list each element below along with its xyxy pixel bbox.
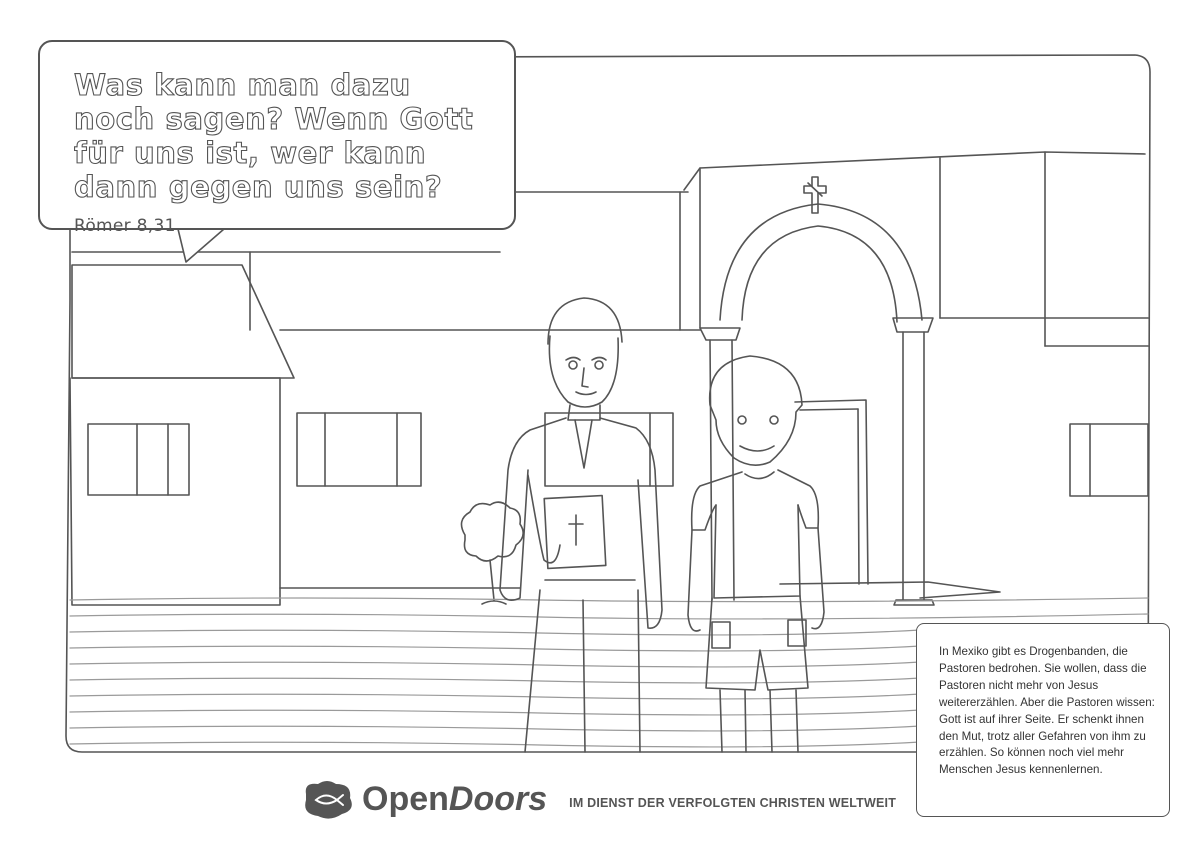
bible-reference: Römer 8,31 xyxy=(74,216,176,236)
left-building xyxy=(70,265,294,605)
pastor-figure xyxy=(500,298,662,752)
boy-figure xyxy=(688,356,824,752)
info-text: In Mexiko gibt es Drogenbanden, die Pastoren bedrohen. Sie wollen, dass die Pastoren nicht mehr von Jesus weitererzählen. Aber die Pastoren wissen: Gott ist auf ihrer Seite. Er schenkt ihnen den Mut, trotz aller Gefahren von ihm zu erzählen. So können noch viel mehr Menschen Jesus kennenlernen. xyxy=(939,645,1155,777)
footer xyxy=(300,774,896,824)
main-wall xyxy=(72,192,700,588)
church xyxy=(684,152,1148,605)
info-box xyxy=(916,623,1170,817)
cross-icon xyxy=(804,177,826,213)
tagline: IM DIENST DER VERFOLGTEN CHRISTEN WELTWEIT xyxy=(569,796,897,810)
bible-quote xyxy=(74,68,494,243)
speech-bubble xyxy=(38,40,516,236)
open-doors-fish-icon xyxy=(300,778,354,820)
logo-word-open: Open xyxy=(362,779,449,818)
quote-text: Was kann man dazu noch sagen? Wenn Gott für uns ist, wer kann dann gegen uns sein? xyxy=(74,68,474,204)
logo-word-doors: Doors xyxy=(448,779,548,818)
